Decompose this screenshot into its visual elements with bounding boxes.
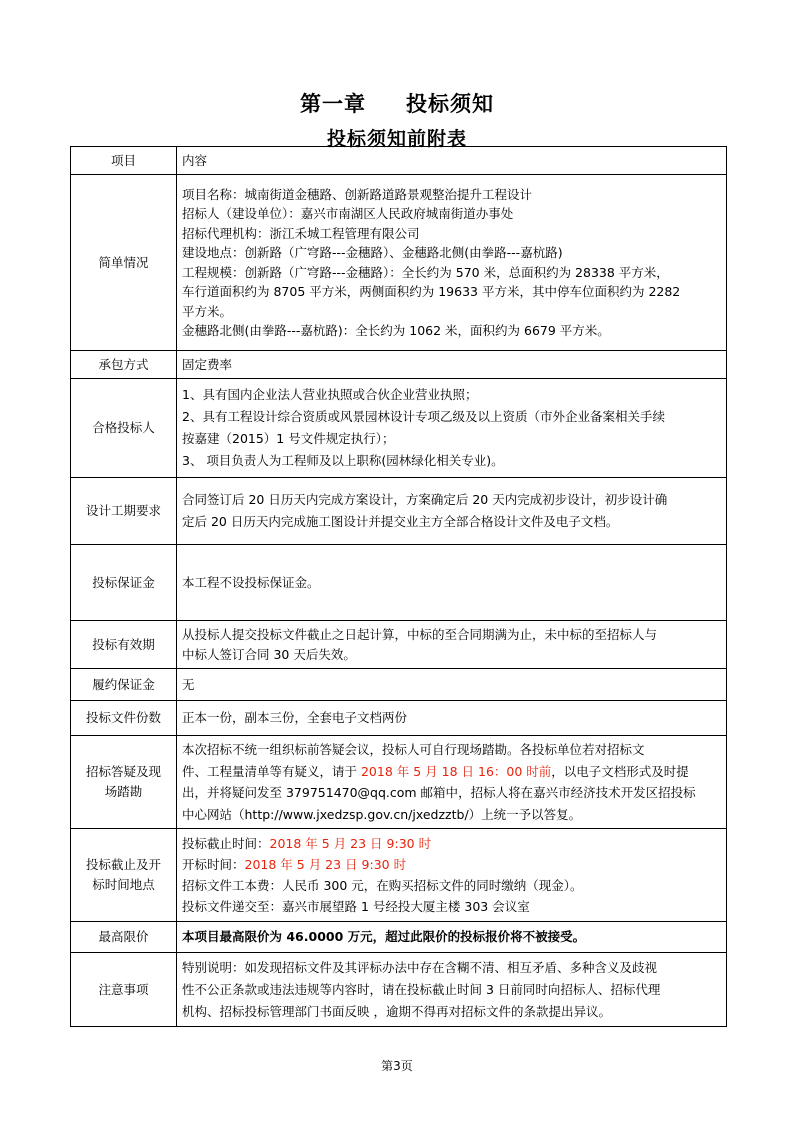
qa-line-text: ，以电子文档形式及时提 — [551, 763, 689, 779]
qa-label-line: 场踏勘 — [104, 784, 143, 799]
overview-line: 金穗路北侧(由拳路---嘉杭路)：全长约为 1062 米，面积约为 6679 平方米。 — [182, 323, 610, 338]
overview-label: 简单情况 — [71, 175, 177, 351]
overview-content — [177, 175, 727, 351]
document-fee: 招标文件工本费：人民币 300 元，在购买招标文件的同时缴纳（现金）。 — [182, 878, 583, 893]
overview-line: 平方米。 — [182, 303, 233, 319]
overview-line: 项目名称：城南街道金穗路、创新路道路景观整治提升工程设计 — [182, 186, 533, 202]
deadline-label — [71, 829, 177, 922]
max-price-label: 最高限价 — [71, 922, 177, 953]
validity-label: 投标有效期 — [71, 621, 177, 669]
overview-line: 工程规模：创新路（广穹路---金穗路）：全长约为 570 米，总面积约为 28338 平方米， — [182, 264, 669, 280]
open-time — [182, 854, 722, 875]
max-price-content: 本项目最高限价为 46.0000 万元，超过此限价的投标报价将不被接受。 — [177, 922, 727, 953]
chapter-name: 投标须知 — [406, 91, 494, 116]
validity-line: 从投标人提交投标文件截止之日起计算，中标的至合同期满为止，未中标的至招标人与 — [182, 626, 658, 642]
validity-content — [177, 621, 727, 669]
table-row — [71, 829, 727, 922]
deadline-label-line: 投标截止及开 — [85, 857, 161, 872]
notes-line: 性不公正条款或违法违规等内容时，请在投标截止时间 3 日前同时向招标人、招标代理 — [182, 981, 661, 997]
overview-line: 招标代理机构：浙江禾城工程管理有限公司 — [182, 225, 420, 241]
table-row — [71, 478, 727, 545]
period-line: 合同签订后 20 日历天内完成方案设计，方案确定后 20 天内完成初步设计，初步设计确 — [182, 492, 668, 507]
qa-line: 本次招标不统一组织标前答疑会议，投标人可自行现场踏勘。各投标单位若对招标文 — [182, 742, 645, 757]
table-row — [71, 736, 727, 829]
qa-line — [182, 761, 722, 783]
qa-content — [177, 736, 727, 829]
qa-line: 中心网站（http://www.jxedzsp.gov.cn/jxedzztb/）上统一予以答复。 — [182, 806, 582, 822]
header-label: 项目 — [71, 147, 177, 175]
qualified-content — [177, 379, 727, 478]
validity-line: 中标人签订合同 30 天后失效。 — [182, 646, 356, 662]
bid-instructions-table — [70, 146, 727, 1027]
qa-label-line: 招标答疑及现 — [85, 764, 161, 779]
deadline-content — [177, 829, 727, 922]
overview-line: 建设地点：创新路（广穹路---金穗路）、金穗路北侧(由拳路---嘉杭路) — [182, 245, 563, 260]
qualified-line: 3、 项目负责人为工程师及以上职称(园林绿化相关专业)。 — [182, 453, 504, 468]
period-label: 设计工期要求 — [71, 478, 177, 545]
deadline-label-line: 标时间地点 — [92, 877, 155, 892]
performance-label: 履约保证金 — [71, 669, 177, 701]
submission-place: 投标文件递交至：嘉兴市展望路 1 号经投大厦主楼 303 会议室 — [182, 899, 530, 914]
table-row — [71, 175, 727, 351]
page-number: 第3页 — [381, 1059, 413, 1073]
close-time-label: 投标截止时间： — [182, 836, 270, 851]
chapter-number: 第一章 — [300, 91, 366, 116]
qa-deadline: 2018 年 5 月 18 日 16：00 时前 — [360, 763, 552, 779]
table-row — [71, 621, 727, 669]
copies-content: 正本一份，副本三份，全套电子文档两份 — [177, 701, 727, 736]
chapter-title — [0, 88, 794, 118]
table-row — [71, 147, 727, 175]
notes-content — [177, 953, 727, 1027]
notes-line: 特别说明：如发现招标文件及其评标办法中存在含糊不清、相互矛盾、多种含义及歧视 — [182, 959, 658, 975]
overview-line: 招标人（建设单位）：嘉兴市南湖区人民政府城南街道办事处 — [182, 206, 514, 221]
table-row — [71, 351, 727, 379]
table-row — [71, 669, 727, 701]
copies-label: 投标文件份数 — [71, 701, 177, 736]
table-row — [71, 922, 727, 953]
open-time-value: 2018 年 5 月 23 日 9:30 时 — [244, 857, 407, 872]
qa-line: 出，并将疑问发至 379751470@qq.com 邮箱中，招标人将在嘉兴市经济技术开发区招投标 — [182, 785, 696, 800]
table-row — [71, 953, 727, 1027]
qualified-line: 1、具有国内企业法人营业执照或合伙企业营业执照； — [182, 387, 478, 402]
period-line: 定后 20 日历天内完成施工图设计并提交业主方全部合格设计文件及电子文档。 — [182, 514, 619, 529]
notes-label: 注意事项 — [71, 953, 177, 1027]
overview-line: 车行道面积约为 8705 平方米，两侧面积约为 19633 平方米，其中停车位面积约为 2282 — [182, 284, 681, 299]
performance-content: 无 — [177, 669, 727, 701]
period-content — [177, 478, 727, 545]
close-time-value: 2018 年 5 月 23 日 9:30 时 — [269, 836, 432, 851]
contract-content: 固定费率 — [177, 351, 727, 379]
qualified-line: 按嘉建（2015）1 号文件规定执行）； — [182, 431, 395, 446]
header-content: 内容 — [177, 147, 727, 175]
table-row — [71, 379, 727, 478]
qualified-line: 2、具有工程设计综合资质或风景园林设计专项乙级及以上资质（市外企业备案相关手续 — [182, 409, 665, 424]
table-title: 投标须知前附表 — [326, 128, 467, 150]
open-time-label: 开标时间： — [182, 857, 245, 872]
table-row — [71, 545, 727, 621]
qualified-label: 合格投标人 — [71, 379, 177, 478]
notes-line: 机构、招标投标管理部门书面反映 ，逾期不得再对招标文件的条款提出异议。 — [182, 1003, 611, 1019]
bond-content: 本工程不设投标保证金。 — [177, 545, 727, 621]
table-row — [71, 701, 727, 736]
close-time — [182, 833, 722, 854]
qa-line-text: 件、工程量清单等有疑义，请于 — [182, 763, 361, 779]
bond-label: 投标保证金 — [71, 545, 177, 621]
qa-label — [71, 736, 177, 829]
contract-label: 承包方式 — [71, 351, 177, 379]
